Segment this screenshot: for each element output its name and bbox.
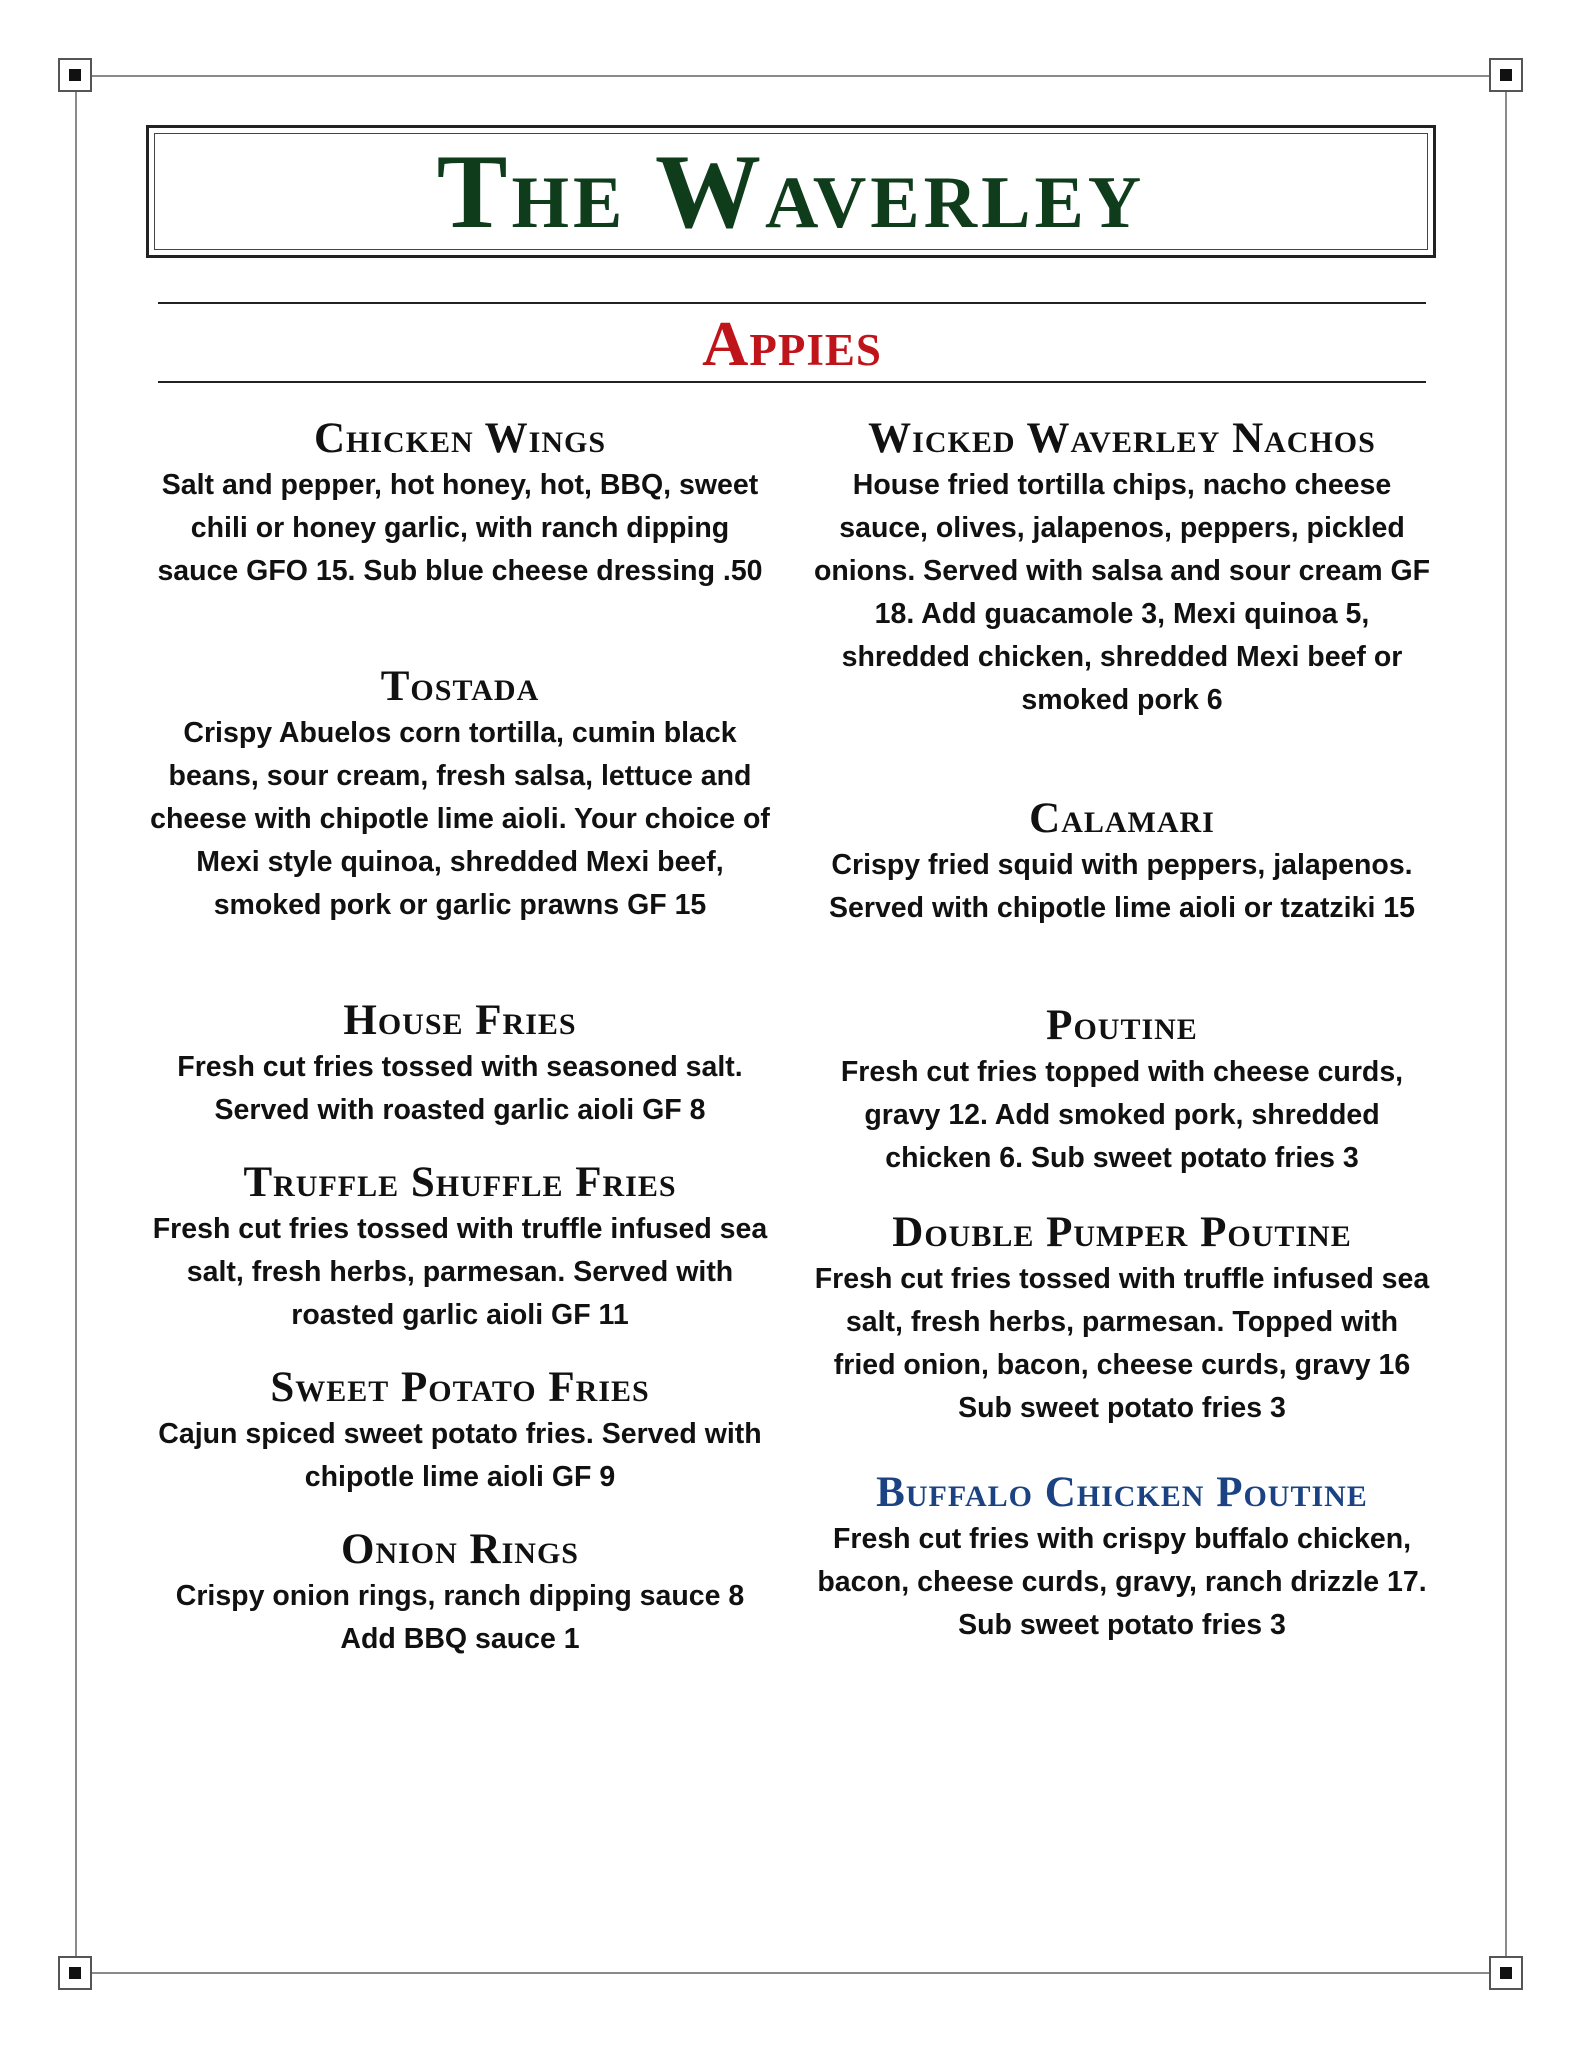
frame-top-line — [75, 75, 1507, 77]
menu-item-description: Crispy fried squid with peppers, jalapenos. Served with chipotle lime aioli or tzatziki 15 — [829, 849, 1415, 924]
menu-item-name: Chicken Wings — [313, 415, 607, 462]
menu-item-name: Truffle Shuffle Fries — [243, 1159, 677, 1206]
menu-item-description: Fresh cut fries tossed with truffle infused sea salt, fresh herbs, parmesan. Served with roasted garlic aioli GF 11 — [152, 1213, 768, 1331]
menu-item-description: House fried tortilla chips, nacho cheese sauce, olives, jalapenos, peppers, pickled onions. Served with salsa and sour cream GF 18. Add guacamole 3, Mexi quinoa 5, shredded chicken, shredded Mexi beef or smoked pork 6 — [813, 469, 1431, 716]
menu-item-name: Buffalo Chicken Poutine — [876, 1469, 1368, 1516]
menu-item-description: Crispy Abuelos corn tortilla, cumin black beans, sour cream, fresh salsa, lettuce and cheese with chipotle lime aioli. Your choice of Mexi style quinoa, shredded Mexi beef, smoked pork or garlic prawns GF 15 — [150, 717, 770, 921]
menu-item-tostada — [150, 662, 770, 927]
title-inner-frame — [154, 133, 1428, 250]
menu-item-name: Calamari — [1029, 795, 1215, 842]
menu-item-onion-rings — [150, 1525, 770, 1661]
menu-item-name: House Fries — [343, 997, 577, 1044]
menu-item-calamari — [812, 794, 1432, 930]
menu-item-description: Fresh cut fries tossed with seasoned salt. Served with roasted garlic aioli GF 8 — [177, 1051, 743, 1126]
corner-ornament-bottom-left — [58, 1956, 92, 1990]
title-frame — [146, 125, 1436, 258]
corner-ornament-top-right — [1489, 58, 1523, 92]
frame-right-line — [1505, 75, 1507, 1974]
section-title: Appies — [702, 308, 882, 379]
menu-item-truffle-shuffle-fries — [150, 1158, 770, 1337]
corner-ornament-bottom-right — [1489, 1956, 1523, 1990]
menu-item-name: Wicked Waverley Nachos — [868, 415, 1376, 462]
menu-item-double-pumper-poutine — [812, 1208, 1432, 1430]
menu-item-description: Salt and pepper, hot honey, hot, BBQ, sweet chili or honey garlic, with ranch dipping sauce GFO 15. Sub blue cheese dressing .50 — [157, 469, 763, 587]
corner-ornament-top-left — [58, 58, 92, 92]
menu-item-chicken-wings — [150, 414, 770, 593]
menu-item-name: Poutine — [1046, 1002, 1198, 1049]
section-rule-bottom — [158, 381, 1426, 383]
menu-item-description: Fresh cut fries topped with cheese curds, gravy 12. Add smoked pork, shredded chicken 6. Sub sweet potato fries 3 — [840, 1056, 1404, 1174]
menu-item-description: Crispy onion rings, ranch dipping sauce 8 Add BBQ sauce 1 — [175, 1580, 745, 1655]
section-rule-top — [158, 302, 1426, 304]
menu-item-description: Cajun spiced sweet potato fries. Served with chipotle lime aioli GF 9 — [158, 1418, 762, 1493]
menu-item-buffalo-chicken-poutine — [812, 1468, 1432, 1647]
menu-item-house-fries — [150, 996, 770, 1132]
menu-item-sweet-potato-fries — [150, 1363, 770, 1499]
menu-item-description: Fresh cut fries tossed with truffle infused sea salt, fresh herbs, parmesan. Topped with fried onion, bacon, cheese curds, gravy 16 Sub sweet potato fries 3 — [814, 1263, 1430, 1424]
frame-left-line — [75, 75, 77, 1974]
menu-item-name: Sweet Potato Fries — [270, 1364, 650, 1411]
menu-item-poutine — [812, 1001, 1432, 1180]
menu-item-name: Tostada — [380, 663, 540, 710]
menu-item-name: Double Pumper Poutine — [892, 1209, 1352, 1256]
restaurant-title: The Waverley — [436, 132, 1146, 250]
menu-item-wicked-waverley-nachos — [812, 414, 1432, 722]
frame-bottom-line — [75, 1972, 1507, 1974]
menu-item-name: Onion Rings — [341, 1526, 579, 1573]
menu-item-description: Fresh cut fries with crispy buffalo chicken, bacon, cheese curds, gravy, ranch drizzle 17. Sub sweet potato fries 3 — [817, 1523, 1427, 1641]
